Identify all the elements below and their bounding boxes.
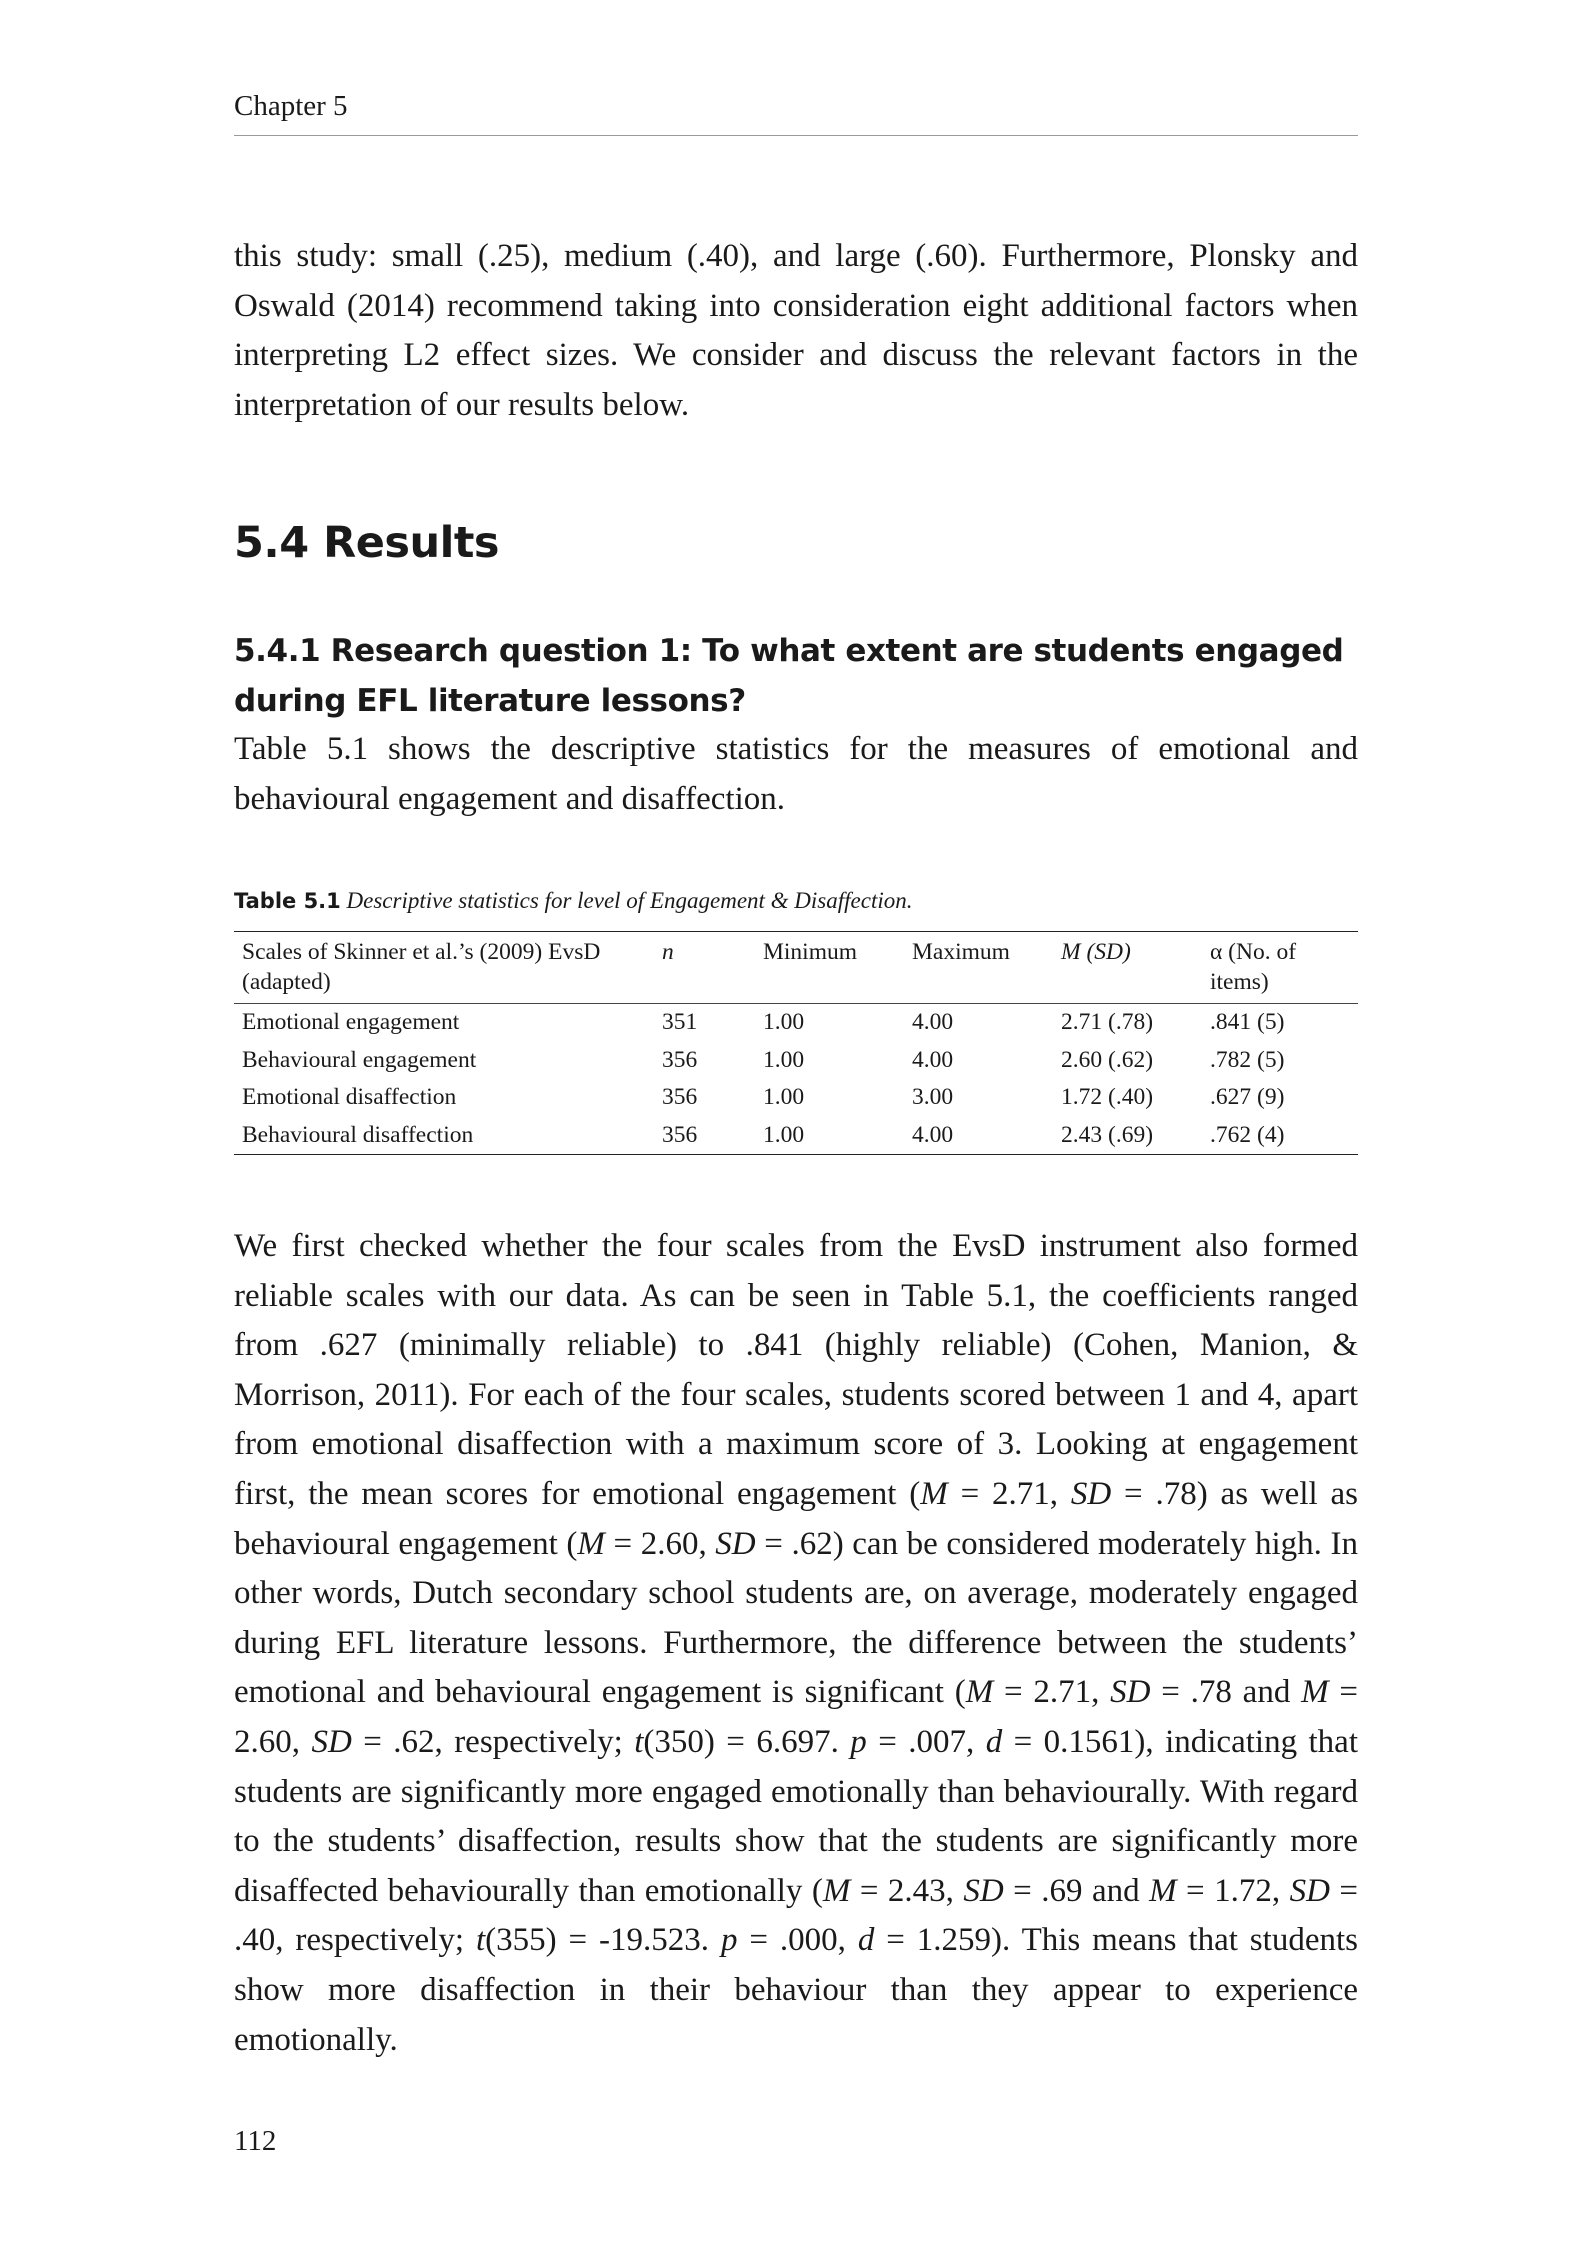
text-run: = 1.259). This means that students show more disaffection in their behaviour than they appear to experience emotionally. — [234, 1922, 1358, 2058]
symbol-p: p — [850, 1723, 867, 1760]
table-row — [234, 1117, 1358, 1155]
col-header-scale: Scales of Skinner et al.’s (2009) EvsD (adapted) — [234, 932, 654, 1004]
discussion-paragraph — [234, 1222, 1358, 2065]
cell-minimum: 1.00 — [763, 1046, 805, 1073]
subsection-heading: 5.4.1 Research question 1: To what extent are students engaged during EFL literature lessons? — [234, 633, 1344, 719]
text-run: (350) = 6.697. — [643, 1723, 851, 1760]
intro-paragraph: this study: small (.25), medium (.40), and large (.60). Furthermore, Plonsky and Oswald (2014) recommend taking into consideration eight additional factors when interpreting L2 effect sizes. We consider and discuss the relevant factors in the interpretation of our results below. — [234, 238, 1358, 423]
cell-minimum: 1.00 — [763, 1009, 805, 1035]
symbol-sd: SD — [1289, 1872, 1330, 1909]
symbol-p: p — [720, 1922, 738, 1959]
cell-mean-sd: 2.71 (.78) — [1061, 1009, 1154, 1035]
text-run: = .78 and — [1150, 1674, 1302, 1711]
text-run: = .40, respectively; — [234, 1872, 1358, 1959]
symbol-t: t — [634, 1723, 644, 1760]
text-run: = 2.71, — [993, 1674, 1111, 1711]
text-run: = .007, — [866, 1723, 986, 1760]
text-run: = .000, — [737, 1922, 858, 1959]
col-header-maximum: Maximum — [904, 932, 1053, 1004]
cell-mean-sd: 2.60 (.62) — [1061, 1046, 1154, 1073]
cell-maximum: 4.00 — [912, 1009, 954, 1035]
section-heading: 5.4 Results — [234, 518, 500, 568]
table-header-row — [234, 932, 1358, 1004]
cell-n: 351 — [662, 1009, 698, 1035]
col-header-minimum: Minimum — [755, 932, 904, 1004]
symbol-m: M — [1149, 1872, 1177, 1909]
cell-scale: Behavioural disaffection — [242, 1121, 474, 1148]
cell-minimum: 1.00 — [763, 1084, 805, 1110]
running-head: Chapter 5 — [234, 90, 1358, 136]
cell-mean-sd: 1.72 (.40) — [1061, 1084, 1154, 1110]
text-run: = .62) can be considered moderately high. In other words, Dutch secondary school students are, on average, moderately engaged during EFL literature lessons. Furthermore, the difference between the students’ emotional and behavioural engagement is significant ( — [234, 1525, 1358, 1711]
symbol-sd: SD — [963, 1872, 1004, 1909]
table-row — [234, 1042, 1358, 1080]
table-row — [234, 1004, 1358, 1042]
cell-alpha: .627 (9) — [1210, 1084, 1285, 1110]
text-run: = 2.60, — [604, 1525, 716, 1562]
symbol-sd: SD — [311, 1723, 352, 1760]
results-paragraph: Table 5.1 shows the descriptive statistics for the measures of emotional and behavioural engagement and disaffection. — [234, 731, 1358, 817]
text-run: (355) = -19.523. — [485, 1922, 721, 1959]
cell-scale: Emotional engagement — [242, 1009, 460, 1035]
text-run: = 2.71, — [947, 1475, 1071, 1512]
text-run: = .69 and — [1003, 1872, 1150, 1909]
col-header-mean-sd: M (SD) — [1053, 932, 1202, 1004]
text-run: We first checked whether the four scales from the EvsD instrument also formed reliable scales with our data. As can be seen in Table 5.1, the coefficients ranged from .627 (minimally reliable) to .841 (highly reliable) (Cohen, Manion, & Morrison, 2011). For each of the four scales, students scored between 1 and 4, apart from emotional disaffection with a maximum score of 3. Looking at engagement first, the mean scores for emotional engagement ( — [234, 1228, 1358, 1512]
symbol-t: t — [475, 1922, 486, 1959]
symbol-m: M — [920, 1475, 948, 1512]
descriptive-stats-table — [234, 931, 1358, 1155]
symbol-m: M — [965, 1674, 994, 1711]
cell-maximum: 3.00 — [912, 1084, 954, 1110]
symbol-m: M — [577, 1525, 605, 1562]
cell-mean-sd: 2.43 (.69) — [1061, 1121, 1154, 1148]
text-run: = .78) as well as behavioural engagement ( — [234, 1475, 1358, 1562]
cell-n: 356 — [662, 1084, 698, 1110]
cell-alpha: .762 (4) — [1210, 1121, 1285, 1148]
symbol-sd: SD — [1070, 1475, 1112, 1512]
cell-alpha: .841 (5) — [1210, 1009, 1285, 1035]
table-caption — [234, 888, 912, 914]
text-run: = 2.60, — [234, 1674, 1358, 1760]
page-number: 112 — [234, 2125, 277, 2157]
cell-scale: Behavioural engagement — [242, 1046, 477, 1073]
table-caption-text: Descriptive statistics for level of Engagement & Disaffection. — [346, 888, 913, 913]
cell-maximum: 4.00 — [912, 1046, 954, 1073]
symbol-m: M — [822, 1872, 851, 1909]
symbol-d: d — [857, 1922, 875, 1959]
symbol-sd: SD — [715, 1525, 756, 1562]
symbol-d: d — [985, 1723, 1003, 1760]
table-row — [234, 1079, 1358, 1117]
text-run: = 1.72, — [1176, 1872, 1290, 1909]
symbol-m: M — [1301, 1674, 1329, 1711]
cell-n: 356 — [662, 1121, 698, 1148]
text-run: = .62, respectively; — [351, 1723, 635, 1760]
table-caption-label: Table 5.1 — [234, 889, 341, 913]
cell-n: 356 — [662, 1046, 698, 1073]
cell-alpha: .782 (5) — [1210, 1046, 1285, 1073]
cell-minimum: 1.00 — [763, 1121, 805, 1148]
col-header-alpha: α (No. of items) — [1202, 932, 1358, 1004]
cell-maximum: 4.00 — [912, 1121, 954, 1148]
symbol-sd: SD — [1110, 1674, 1151, 1711]
text-run: = 2.43, — [850, 1872, 964, 1909]
text-run: = 0.1561), indicating that students are significantly more engaged emotionally than behaviourally. With regard to the students’ disaffection, results show that the students are significantly more disaffected behaviourally than emotionally ( — [234, 1723, 1358, 1909]
col-header-n: n — [654, 932, 755, 1004]
cell-scale: Emotional disaffection — [242, 1084, 457, 1110]
